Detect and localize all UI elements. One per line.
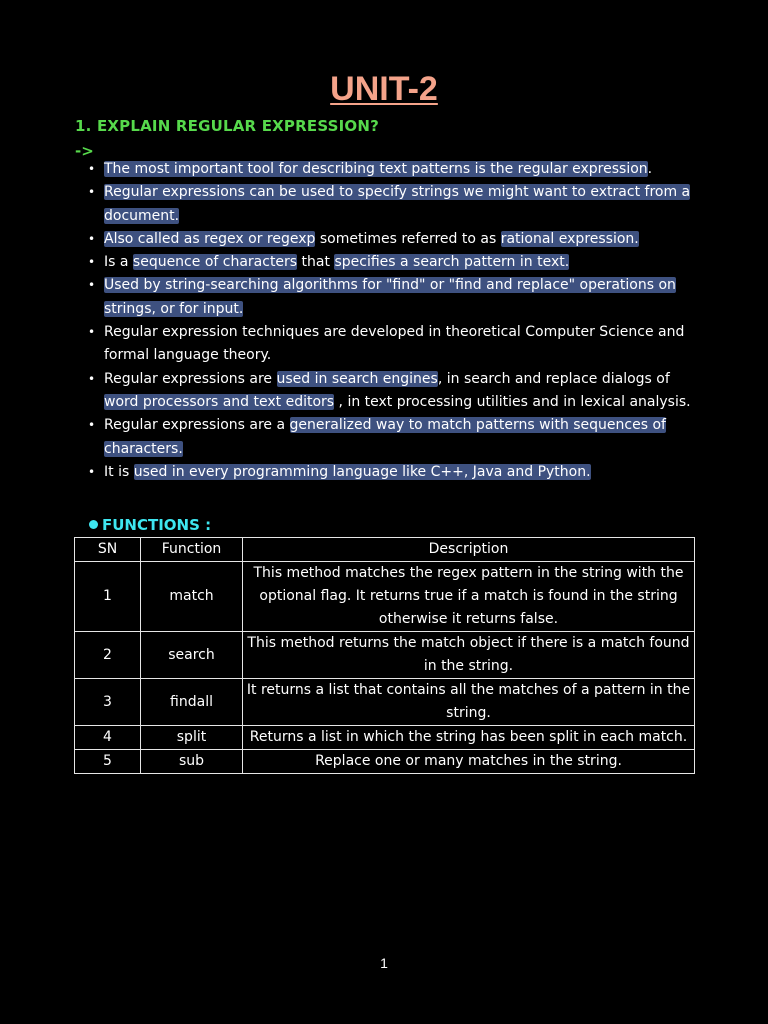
bullet-item (88, 414, 704, 461)
bullet-text: . (647, 161, 653, 177)
cell-function: search (141, 632, 243, 679)
header-sn: SN (75, 538, 141, 562)
bullet-text: Regular expression techniques are developed in theoretical Computer Science and formal language theory. (104, 324, 685, 364)
highlighted-text: used in search engines (276, 370, 438, 387)
highlighted-text: specifies a search pattern in text. (334, 254, 570, 271)
bullet-icon: • (88, 464, 96, 479)
table-row (75, 562, 695, 632)
cell-function: split (141, 726, 243, 750)
cell-sn: 5 (75, 750, 141, 774)
bullet-icon: • (88, 185, 96, 200)
bullet-icon: • (88, 418, 96, 433)
regex-bullet-list (88, 158, 704, 484)
cell-function: sub (141, 750, 243, 774)
table-row (75, 679, 695, 726)
bullet-item (88, 461, 704, 484)
highlighted-text: rational expression. (500, 230, 639, 247)
table-row (75, 750, 695, 774)
bullet-dot-icon (89, 520, 98, 529)
bullet-text: It is (104, 463, 134, 480)
cell-description: Replace one or many matches in the string. (243, 750, 695, 774)
cell-sn: 1 (75, 562, 141, 632)
bullet-item (88, 228, 704, 251)
highlighted-text: word processors and text editors (104, 393, 335, 410)
bullet-text: , in text processing utilities and in lexical analysis. (334, 393, 691, 410)
functions-heading (89, 516, 211, 534)
bullet-item (88, 158, 704, 181)
highlighted-text: generalized way to match patterns with sequences of characters. (104, 417, 666, 457)
bullet-icon: • (88, 371, 96, 386)
highlighted-text: Used by string-searching algorithms for "find" or "find and replace" operations on strings, or for input. (104, 277, 676, 317)
bullet-icon: • (88, 255, 96, 270)
bullet-text: Regular expressions are a (104, 417, 290, 434)
table-row (75, 632, 695, 679)
table-header-row (75, 538, 695, 562)
cell-sn: 4 (75, 726, 141, 750)
table-row (75, 726, 695, 750)
bullet-text: Regular expressions are (104, 370, 277, 387)
header-description: Description (243, 538, 695, 562)
bullet-text: Is a (104, 254, 133, 271)
bullet-item (88, 181, 704, 228)
bullet-icon: • (88, 278, 96, 293)
bullet-icon: • (88, 231, 96, 246)
page-number: 1 (380, 955, 388, 971)
highlighted-text: Regular expressions can be used to specify strings we might want to extract from a document. (104, 184, 691, 224)
bullet-text: that (297, 254, 335, 271)
cell-description: It returns a list that contains all the matches of a pattern in the string. (243, 679, 695, 726)
highlighted-text: Also called as regex or regexp (104, 230, 316, 247)
bullet-item (88, 274, 704, 321)
bullet-item (88, 321, 704, 368)
highlighted-text: used in every programming language like C++, Java and Python. (133, 463, 591, 480)
cell-sn: 2 (75, 632, 141, 679)
unit-title: UNIT-2 (330, 70, 438, 108)
cell-description: This method returns the match object if there is a match found in the string. (243, 632, 695, 679)
cell-function: match (141, 562, 243, 632)
answer-arrow: -> (75, 142, 94, 160)
bullet-item (88, 368, 704, 415)
bullet-item (88, 251, 704, 274)
bullet-text: , in search and replace dialogs of (437, 370, 670, 387)
highlighted-text: The most important tool for describing text patterns is the regular expression (104, 161, 648, 177)
cell-sn: 3 (75, 679, 141, 726)
functions-table (74, 537, 695, 774)
highlighted-text: sequence of characters (132, 254, 298, 271)
question-heading: 1. EXPLAIN REGULAR EXPRESSION? (75, 117, 380, 135)
bullet-icon: • (88, 325, 96, 340)
bullet-text: sometimes referred to as (315, 230, 501, 247)
bullet-icon: • (88, 162, 96, 176)
cell-function: findall (141, 679, 243, 726)
header-function: Function (141, 538, 243, 562)
functions-heading-text: FUNCTIONS : (102, 516, 212, 534)
cell-description: Returns a list in which the string has been split in each match. (243, 726, 695, 750)
cell-description: This method matches the regex pattern in the string with the optional flag. It returns true if a match is found in the string otherwise it returns false. (243, 562, 695, 632)
